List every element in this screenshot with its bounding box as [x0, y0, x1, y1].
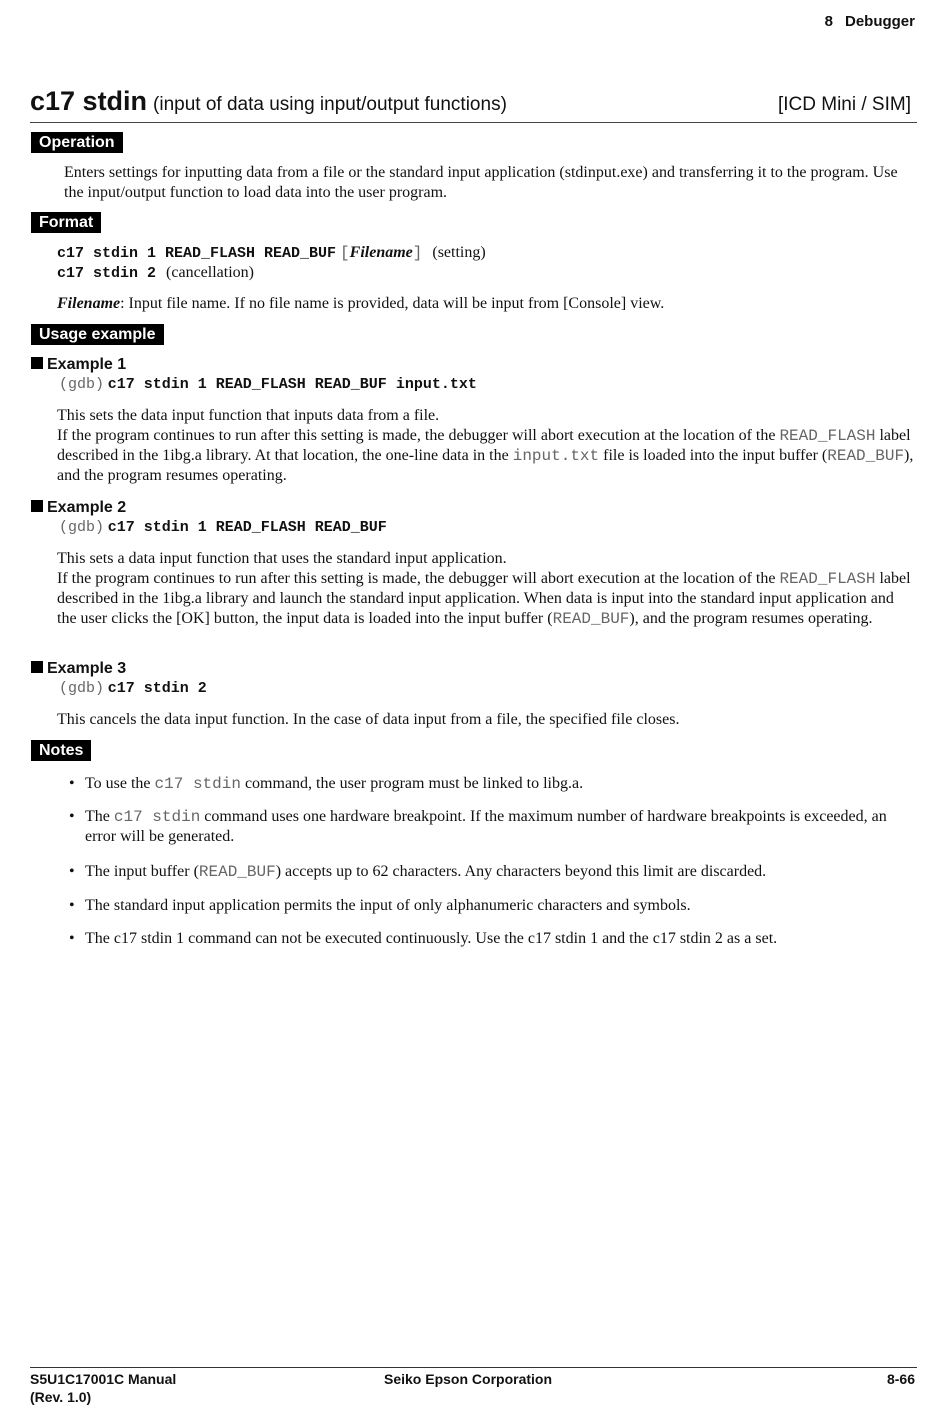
footer-page-number: 8-66 [886, 1371, 915, 1387]
section-heading-notes: Notes [31, 740, 91, 761]
param-desc: : Input file name. If no file name is provided, data will be input from [Console] view. [120, 295, 665, 312]
square-bullet-icon [31, 661, 43, 673]
bullet-icon: • [69, 775, 75, 792]
chapter-title: Debugger [844, 13, 915, 30]
bullet-icon: • [69, 930, 75, 947]
format-note-2: (cancellation) [166, 264, 254, 281]
format-command-1: c17 stdin 1 READ_FLASH READ_BUF [57, 245, 337, 262]
footer-manual: S5U1C17001C Manual (Rev. 1.0) [30, 1371, 177, 1405]
square-bullet-icon [31, 357, 43, 369]
gdb-prompt: (gdb) [59, 680, 105, 697]
title-subtitle: (input of data using input/output functions) [153, 94, 507, 115]
note-item: • The standard input application permits the input of only alphanumeric characters and symbols. [69, 897, 691, 914]
section-heading-usage: Usage example [31, 324, 164, 345]
section-heading-operation: Operation [31, 132, 123, 153]
chapter-header [825, 13, 915, 30]
note-item: • To use the c17 stdin command, the user program must be linked to libg.a. [69, 775, 584, 793]
format-line-1 [57, 243, 486, 264]
example-1-desc: This sets the data input function that inputs data from a file. If the program continues to run after this setting is made, the debugger will abort execution at the location of the READ_FLASH label described in the 1ibg.a library. At that location, the one-line data in the input.txt file is loaded into the input buffer (READ_BUF), and the program resumes operating. [57, 407, 914, 484]
format-param-desc [57, 294, 917, 314]
bullet-icon: • [69, 808, 75, 825]
format-command-2: c17 stdin 2 [57, 265, 157, 282]
square-bullet-icon [31, 500, 43, 512]
example-3-command: (gdb) c17 stdin 2 [59, 680, 207, 697]
operation-text: Enters settings for inputting data from a file or the standard input application (stdinput.exe) and transferring it to the program. Use the input/output function to load data into the user program. [64, 164, 898, 201]
example-3-desc: This cancels the data input function. In the case of data input from a file, the specified file closes. [57, 711, 680, 728]
format-param: Filename [349, 244, 413, 261]
param-name: Filename [57, 295, 121, 312]
title-command: c17 stdin [30, 86, 148, 116]
example-3-heading: Example 3 [31, 660, 126, 678]
footer-divider [30, 1367, 917, 1368]
note-item: • The c17 stdin command uses one hardware breakpoint. If the maximum number of hardware breakpoints is exceeded, an error will be generated. [69, 808, 887, 845]
note-item: • The c17 stdin 1 command can not be executed continuously. Use the c17 stdin 1 and the c17 stdin 2 as a set. [69, 930, 778, 947]
title-target: [ICD Mini / SIM] [777, 94, 911, 115]
section-heading-format: Format [31, 212, 101, 233]
example-2-command: (gdb) c17 stdin 1 READ_FLASH READ_BUF [59, 519, 387, 536]
chapter-number: 8 [824, 13, 833, 30]
format-bracket-close: ] [412, 244, 423, 262]
page-title-row [30, 86, 917, 123]
footer-company: Seiko Epson Corporation [384, 1371, 553, 1387]
note-item: • The input buffer (READ_BUF) accepts up to 62 characters. Any characters beyond this limit are discarded. [69, 863, 767, 881]
example-1-heading: Example 1 [31, 356, 126, 374]
bullet-icon: • [69, 897, 75, 914]
page-title [30, 86, 507, 117]
format-bracket-open: [ [340, 244, 350, 262]
example-1-command: (gdb) c17 stdin 1 READ_FLASH READ_BUF input.txt [59, 376, 477, 393]
gdb-prompt: (gdb) [59, 519, 105, 536]
bullet-icon: • [69, 863, 75, 880]
gdb-prompt: (gdb) [59, 376, 105, 393]
example-2-desc: This sets a data input function that uses the standard input application. If the program continues to run after this setting is made, the debugger will abort execution at the location of the READ_FLASH label described in the 1ibg.a library and launch the standard input application. When data is input into the standard input application and the user clicks the [OK] button, the input data is loaded into the input buffer (READ_BUF), and the program resumes operating. [57, 550, 911, 628]
format-note-1: (setting) [432, 244, 486, 261]
format-line-2 [57, 263, 254, 284]
example-2-heading: Example 2 [31, 499, 126, 517]
